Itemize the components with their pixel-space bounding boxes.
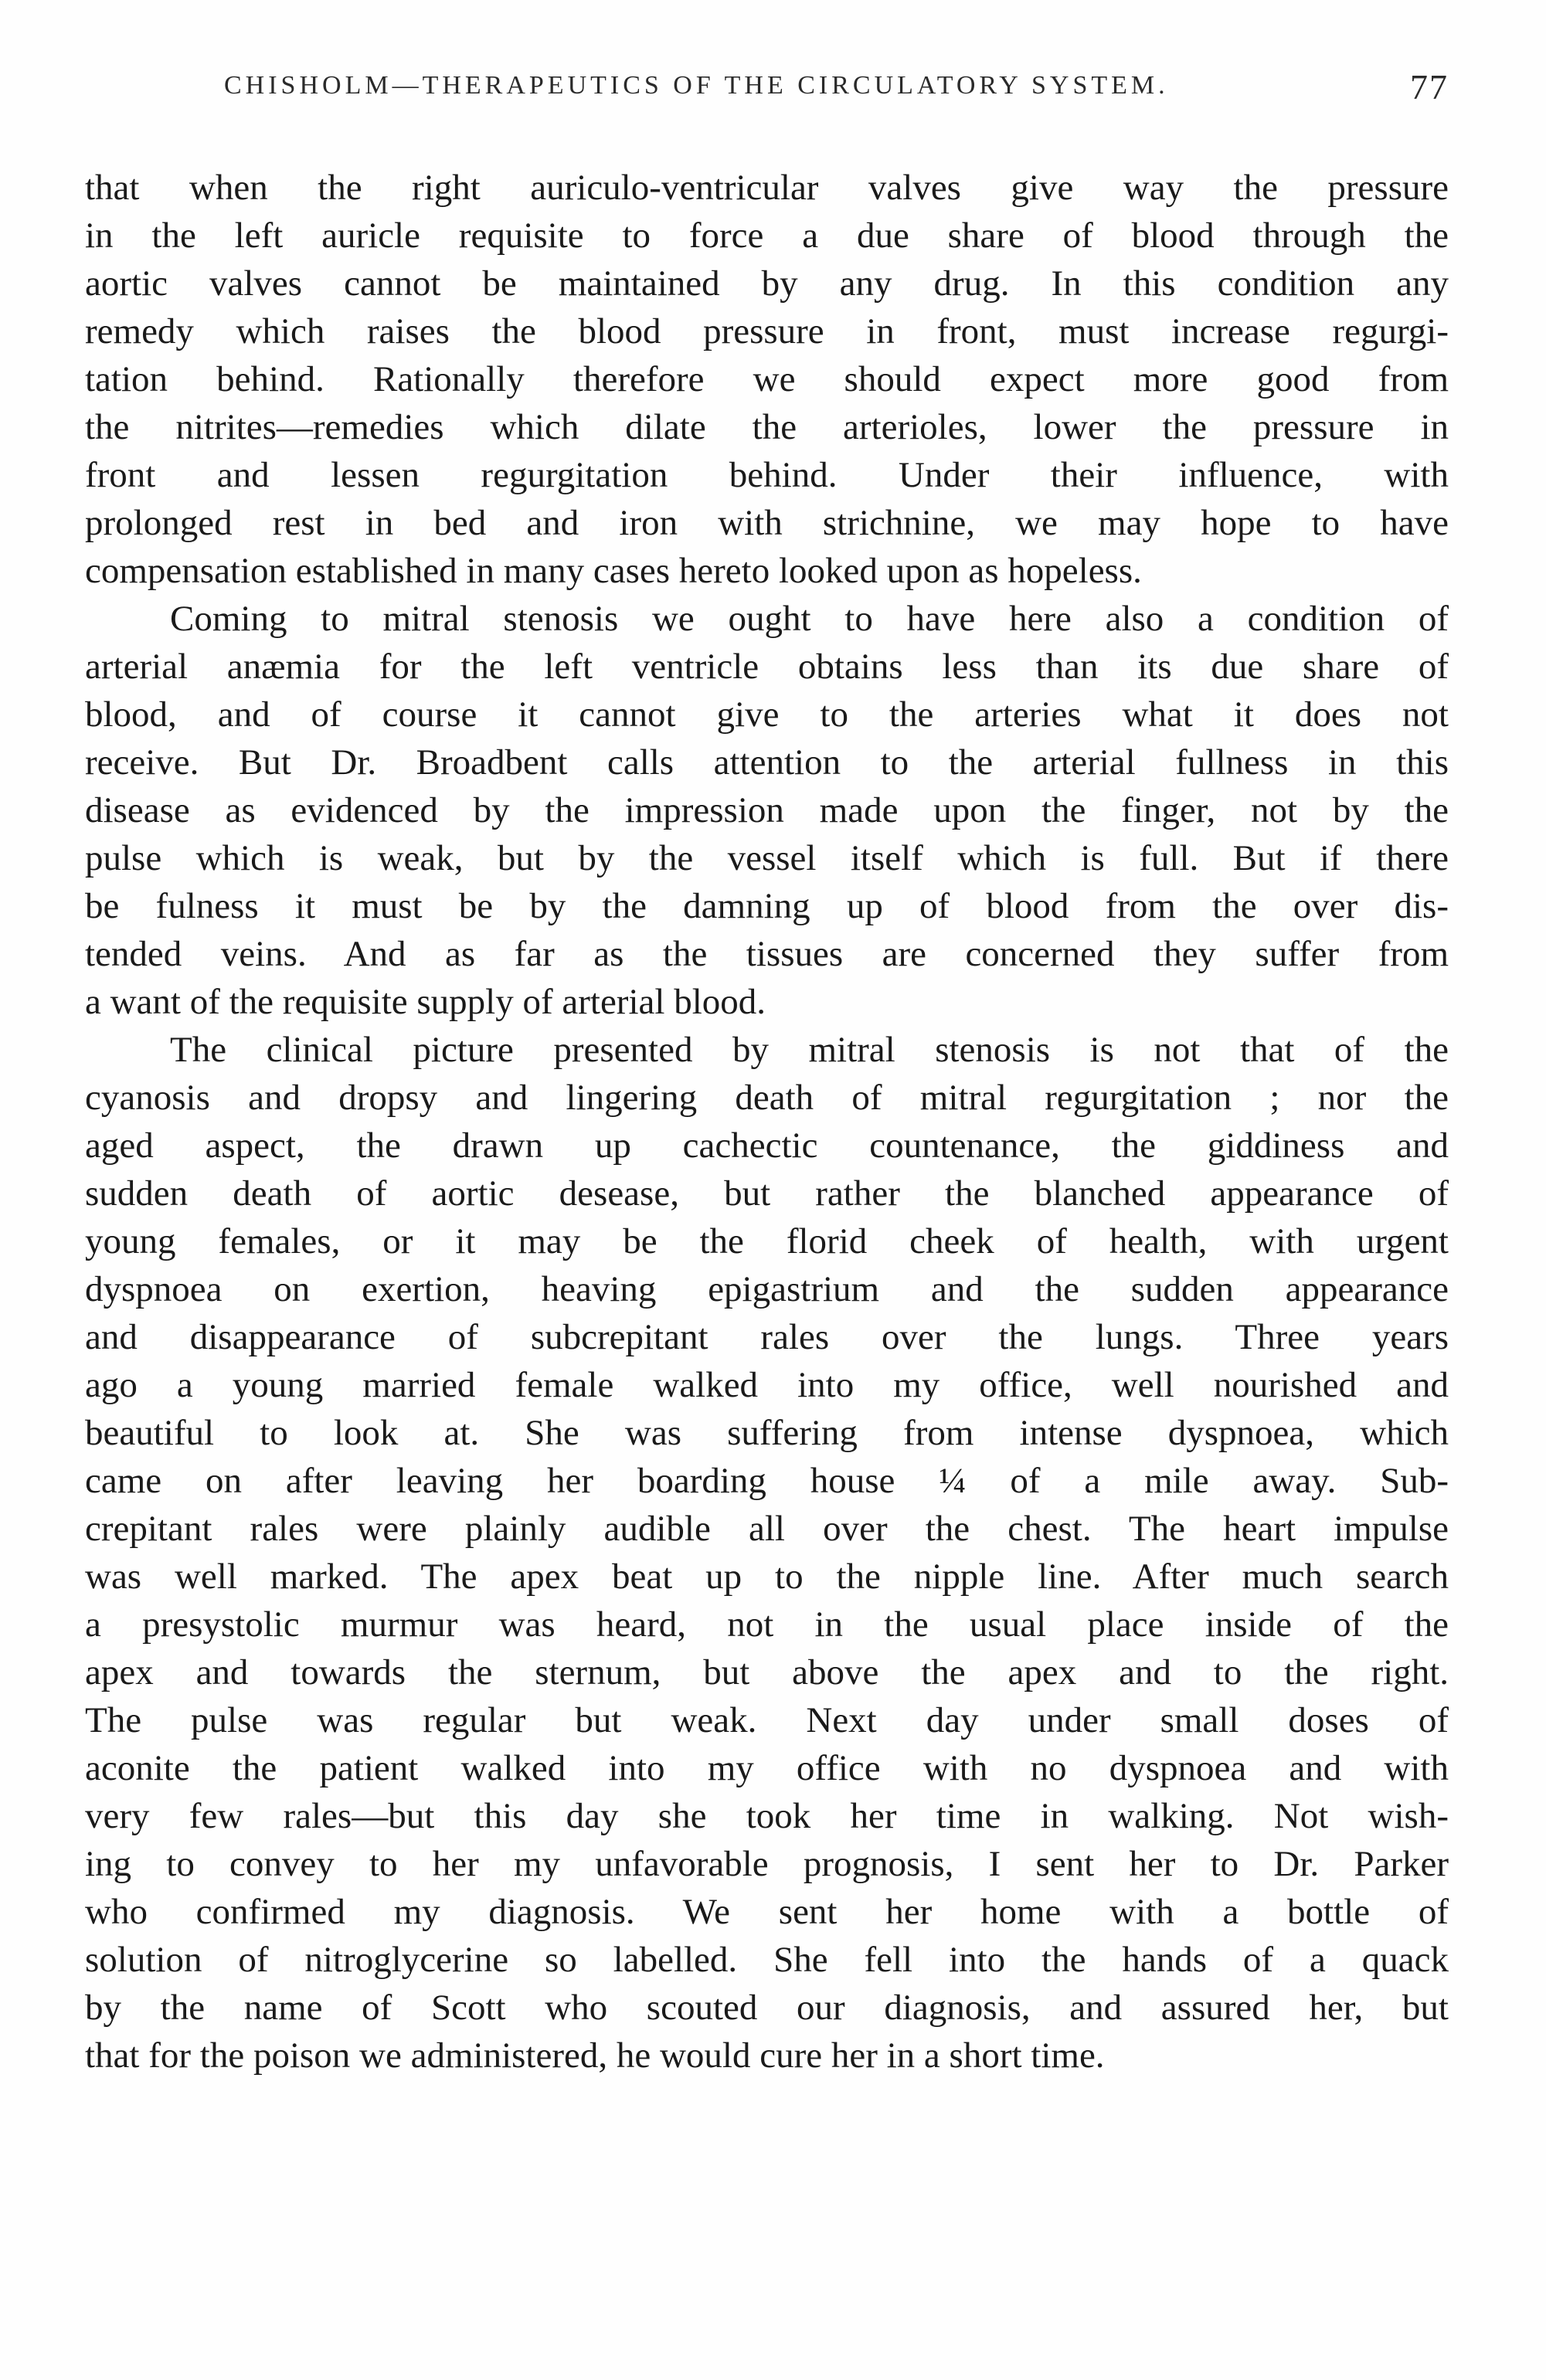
text-line: crepitant rales were plainly audible all over the chest. The heart impulse: [85, 1509, 1449, 1549]
text-line: who confirmed my diagnosis. We sent her home with a bottle of: [85, 1892, 1449, 1932]
page-number: 77: [1410, 67, 1449, 107]
text-line: solution of nitroglycerine so labelled. She fell into the hands of a quack: [85, 1940, 1449, 1980]
text-line: apex and towards the sternum, but above the apex and to the right.: [85, 1652, 1449, 1692]
text-line: a presystolic murmur was heard, not in the usual place inside of the: [85, 1604, 1449, 1645]
text-line: sudden death of aortic desease, but rather the blanched appearance of: [85, 1173, 1449, 1214]
text-line: ago a young married female walked into my office, well nourished and: [85, 1365, 1449, 1405]
text-line: disease as evidenced by the impression made upon the finger, not by the: [85, 790, 1449, 830]
text-line: dyspnoea on exertion, heaving epigastrium and the sudden appearance: [85, 1269, 1449, 1309]
text-line: compensation established in many cases hereto looked upon as hopeless.: [85, 551, 1142, 591]
text-line: tended veins. And as far as the tissues are concerned they suffer from: [85, 934, 1449, 974]
text-line: that when the right auriculo-ventricular valves give way the pressure: [85, 168, 1449, 208]
text-line: a want of the requisite supply of arterial blood.: [85, 982, 766, 1022]
text-line: pulse which is weak, but by the vessel itself which is full. But if there: [85, 838, 1449, 878]
text-line: very few rales—but this day she took her time in walking. Not wish-: [85, 1796, 1449, 1836]
paragraph-start-line: Coming to mitral stenosis we ought to have here also a condition of: [170, 599, 1449, 639]
text-line: cyanosis and dropsy and lingering death of mitral regurgitation ; nor the: [85, 1078, 1449, 1118]
text-line: aged aspect, the drawn up cachectic countenance, the giddiness and: [85, 1125, 1449, 1166]
text-line: and disappearance of subcrepitant rales over the lungs. Three years: [85, 1317, 1449, 1357]
text-line: aconite the patient walked into my office with no dyspnoea and with: [85, 1748, 1449, 1788]
text-line: came on after leaving her boarding house ¼ of a mile away. Sub-: [85, 1461, 1449, 1501]
text-line: tation behind. Rationally therefore we should expect more good from: [85, 359, 1449, 399]
text-line: prolonged rest in bed and iron with strichnine, we may hope to have: [85, 503, 1449, 543]
text-line: remedy which raises the blood pressure in front, must increase regurgi-: [85, 311, 1449, 351]
text-line: blood, and of course it cannot give to the arteries what it does not: [85, 694, 1449, 735]
running-title: CHISHOLM—THERAPEUTICS OF THE CIRCULATORY SYSTEM.: [224, 71, 1169, 100]
text-line: that for the poison we administered, he would cure her in a short time.: [85, 2035, 1105, 2076]
text-line: was well marked. The apex beat up to the nipple line. After much search: [85, 1557, 1449, 1597]
text-line: beautiful to look at. She was suffering from intense dyspnoea, which: [85, 1413, 1449, 1453]
text-line: be fulness it must be by the damning up of blood from the over dis-: [85, 886, 1449, 926]
text-line: front and lessen regurgitation behind. Under their influence, with: [85, 455, 1449, 495]
text-line: arterial anæmia for the left ventricle obtains less than its due share of: [85, 647, 1449, 687]
text-line: ing to convey to her my unfavorable prognosis, I sent her to Dr. Parker: [85, 1844, 1449, 1884]
paragraph-start-line: The clinical picture presented by mitral stenosis is not that of the: [170, 1030, 1449, 1070]
running-header: [100, 67, 1449, 117]
text-line: by the name of Scott who scouted our diagnosis, and assured her, but: [85, 1988, 1449, 2028]
text-line: young females, or it may be the florid cheek of health, with urgent: [85, 1221, 1449, 1261]
text-line: in the left auricle requisite to force a due share of blood through the: [85, 216, 1449, 256]
text-line: The pulse was regular but weak. Next day under small doses of: [85, 1700, 1449, 1740]
text-line: the nitrites—remedies which dilate the arterioles, lower the pressure in: [85, 407, 1449, 447]
body-text: [85, 164, 1449, 2080]
text-line: receive. But Dr. Broadbent calls attention to the arterial fullness in this: [85, 742, 1449, 783]
text-line: aortic valves cannot be maintained by any drug. In this condition any: [85, 263, 1449, 304]
